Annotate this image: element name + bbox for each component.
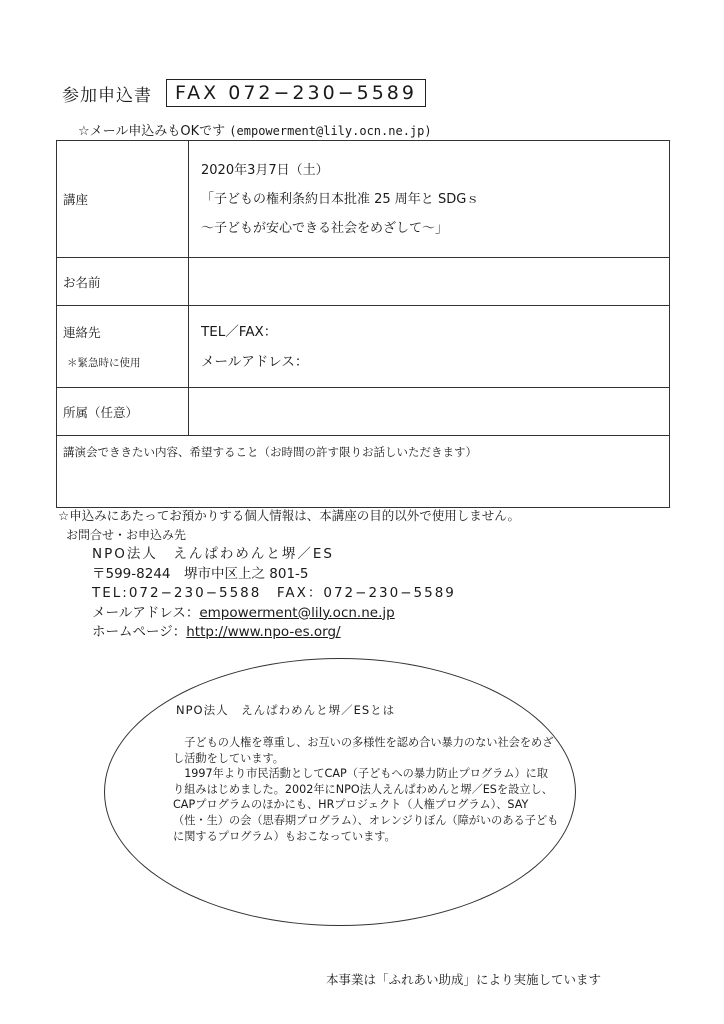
course-title-line2: ～子どもが安心できる社会をめざして～」 <box>201 220 449 236</box>
contact-email-line <box>92 604 456 624</box>
email-note-text: ☆メール申込みもOKです <box>78 124 226 139</box>
request-row <box>57 436 670 508</box>
email-field-label: メールアドレス： <box>201 353 309 370</box>
contact-info <box>92 545 456 643</box>
about-body <box>173 735 559 844</box>
tel-fax-field-label: TEL／FAX： <box>201 323 278 340</box>
course-row <box>57 141 670 258</box>
footer-note: 本事業は「ふれあい助成」により実施しています <box>326 972 602 987</box>
affiliation-row <box>57 388 670 436</box>
header <box>62 78 426 108</box>
application-form-table <box>56 140 670 508</box>
email-note-address: (empowerment@lily.ocn.ne.jp) <box>229 124 432 138</box>
contact-tel-fax: TEL:072−230−5588 FAX：072−230−5589 <box>92 585 456 601</box>
contact-sub-label: ＊緊急時に使用 <box>67 357 141 369</box>
name-field[interactable] <box>189 258 670 306</box>
email-application-note <box>78 120 432 139</box>
course-date: 2020年3月7日（土） <box>201 162 329 178</box>
course-details <box>189 141 670 258</box>
contact-label-cell <box>57 306 189 388</box>
request-label: 講演会でききたい内容、希望すること（お時間の許す限りお話しいただきます） <box>63 445 477 459</box>
contact-homepage-link[interactable]: http://www.npo-es.org/ <box>186 624 341 640</box>
contact-homepage-label: ホームページ： <box>92 624 187 640</box>
contact-homepage-line <box>92 623 456 643</box>
contact-heading: お問合せ・お申込み先 <box>66 528 187 542</box>
about-paragraph-2: 1997年より市民活動としてCAP（子どもへの暴力防止プログラム）に取り組みはじめました。2002年にNPO法人えんぱわめんと堺／ESを設立し、CAPプログラムのほかにも、HRプロジェクト（人権プログラム）、SAY（性・生）の会（思春期プログラム）、オレンジりぼん（障がいのある子どもに関するプログラム）もおこなっています。 <box>173 767 559 843</box>
page-title: 参加申込書 <box>62 85 152 106</box>
contact-fields[interactable] <box>189 306 670 388</box>
course-label: 講座 <box>57 141 189 258</box>
contact-address: 〒599-8244 堺市中区上之 801-5 <box>92 565 309 582</box>
privacy-note: ☆申込みにあたってお預かりする個人情報は、本講座の目的以外で使用しません。 <box>58 508 520 523</box>
course-title-line1: 「子どもの権利条約日本批准 25 周年と SDGｓ <box>201 191 480 207</box>
request-field[interactable] <box>57 436 670 508</box>
about-paragraph-1: 子どもの人権を尊重し、お互いの多様性を認め合い暴力のない社会をめざし活動をしています。 <box>173 736 554 765</box>
contact-email-label: メールアドレス： <box>92 604 200 621</box>
affiliation-label: 所属（任意） <box>57 388 189 436</box>
name-label: お名前 <box>57 258 189 306</box>
fax-number-box: FAX 072−230−5589 <box>166 79 426 107</box>
contact-label: 連絡先 <box>63 325 101 340</box>
affiliation-field[interactable] <box>189 388 670 436</box>
contact-row <box>57 306 670 388</box>
name-row <box>57 258 670 306</box>
contact-org: NPO法人 えんぱわめんと堺／ES <box>92 546 334 562</box>
contact-email-link[interactable]: empowerment@lily.ocn.ne.jp <box>199 604 395 621</box>
about-title: NPO法人 えんぱわめんと堺／ESとは <box>176 703 396 717</box>
